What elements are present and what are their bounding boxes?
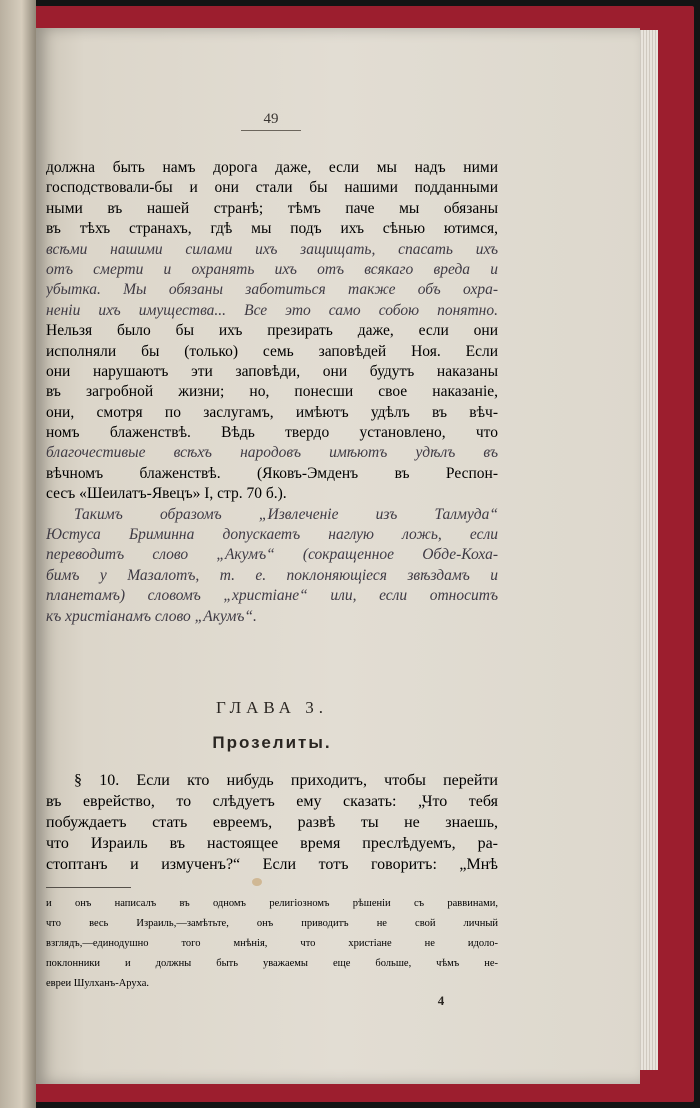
text-line: неніи ихъ имущества... Все это само собою понятно. bbox=[46, 301, 498, 319]
chapter-title: Прозелиты. bbox=[212, 733, 332, 752]
text-line: планетамъ) словомъ „христіане“ или, если относитъ bbox=[46, 587, 498, 605]
signature-mark: 4 bbox=[437, 993, 445, 1008]
footnote-line: взглядъ,—единодушно того мнѣнія, что христіане не идоло- bbox=[46, 938, 498, 949]
book-page bbox=[36, 28, 640, 1084]
text-line: господствовали-бы и они стали бы нашими подданными bbox=[46, 179, 498, 197]
section-line: стоптанъ и измученъ?“ Если тотъ говоритъ: „Мнѣ bbox=[46, 856, 498, 873]
page-stain bbox=[252, 878, 262, 886]
text-line: Юстуса Бриминна допускаетъ наглую ложь, если bbox=[46, 526, 498, 544]
footnote-text bbox=[46, 894, 498, 994]
text-line: отъ смерти и охранять ихъ отъ всякаго вреда и bbox=[46, 260, 498, 278]
main-text bbox=[46, 158, 498, 627]
footnote-divider bbox=[46, 887, 131, 888]
text-line: бимъ у Мазалотъ, т. е. поклоняющіеся звѣздамъ и bbox=[46, 566, 498, 584]
text-line: они, смотря по заслугамъ, имѣютъ удѣлъ въ вѣч- bbox=[46, 403, 498, 421]
text-line: исполняли бы (только) семь заповѣдей Ноя. Если bbox=[46, 342, 498, 360]
text-line: къ христіанамъ слово „Акумъ“. bbox=[46, 607, 257, 625]
text-line: въ тѣхъ странахъ, гдѣ мы подъ ихъ сѣнью ютимся, bbox=[46, 220, 498, 238]
footnote-line: евреи Шулханъ-Аруха. bbox=[46, 978, 150, 989]
section-text bbox=[46, 770, 498, 875]
text-line: номъ блаженствѣ. Вѣдь твердо установлено, что bbox=[46, 424, 498, 442]
text-line: убытка. Мы обязаны заботиться также объ охра- bbox=[46, 281, 498, 299]
text-line: они нарушаютъ эти заповѣди, они будутъ наказаны bbox=[46, 362, 498, 380]
page-number: 49 bbox=[241, 111, 301, 131]
section-line: въ еврейство, то слѣдуетъ ему сказать: „Что тебя bbox=[46, 793, 498, 810]
text-line: Нельзя было бы ихъ презирать даже, если они bbox=[46, 322, 498, 340]
footnote-line: что весь Израиль,—замѣтьте, онъ приводитъ не свой личный bbox=[46, 918, 498, 929]
text-line: въ загробной жизни; но, понесши свое наказаніе, bbox=[46, 383, 498, 401]
section-line: что Израиль въ настоящее время преслѣдуемъ, ра- bbox=[46, 835, 498, 852]
text-line: всѣми нашими силами ихъ защищать, спасать ихъ bbox=[46, 240, 498, 258]
text-line: должна быть намъ дорога даже, если мы надъ ними bbox=[46, 159, 498, 176]
text-line: вѣчномъ блаженствѣ. (Яковъ-Эмденъ въ Респон- bbox=[46, 464, 498, 482]
chapter-label: ГЛАВА 3. bbox=[216, 698, 328, 717]
footnote-line: поклонники и должны быть уважаемы еще больше, чѣмъ не- bbox=[46, 958, 498, 969]
text-line: Такимъ образомъ „Извлеченіе изъ Талмуда“ bbox=[74, 505, 498, 523]
text-line: сесъ «Шеилатъ-Явецъ» I, стр. 70 б.). bbox=[46, 485, 287, 503]
section-line: § 10. Если кто нибудь приходитъ, чтобы перейти bbox=[74, 772, 498, 789]
text-line: благочестивые всѣхъ народовъ имѣютъ удѣлъ въ bbox=[46, 444, 498, 462]
section-line: побуждаетъ стать евреемъ, развѣ ты не знаешь, bbox=[46, 814, 498, 831]
left-page-edge bbox=[0, 0, 36, 1108]
text-line: переводитъ слово „Акумъ“ (сокращенное Обде-Коха- bbox=[46, 546, 498, 564]
text-line: ными въ нашей странѣ; тѣмъ паче мы обязаны bbox=[46, 199, 498, 217]
footnote-line: и онъ написалъ въ одномъ религіозномъ рѣшеніи съ раввинами, bbox=[46, 898, 498, 909]
